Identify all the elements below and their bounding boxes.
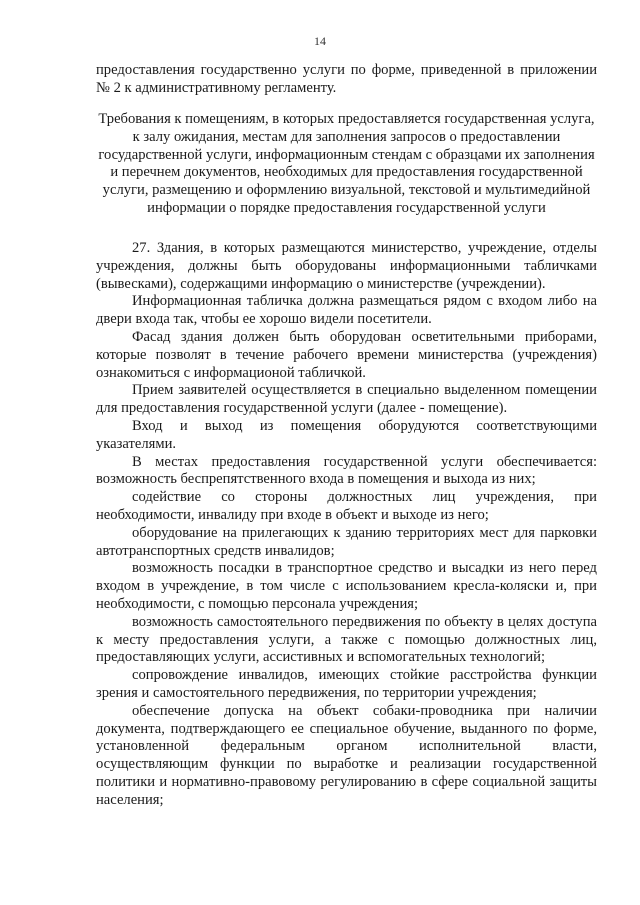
- list-item: обеспечение допуска на объект собаки-проводника при наличии документа, подтверждающего ее специальное обучение, выданного по форме, установленной федеральным органом исполнительной власти, осуществляющим функции по выработке и реализации государственной политики и нормативно-правовому регулированию в сфере социальной защиты населения;: [96, 702, 597, 808]
- list-item: содействие со стороны должностных лиц учреждения, при необходимости, инвалиду при входе в объект и выходе из него;: [96, 489, 597, 523]
- paragraph: Прием заявителей осуществляется в специально выделенном помещении для предоставления государственной услуги (далее - помещение).: [96, 382, 597, 417]
- paragraph: Фасад здания должен быть оборудован осветительными приборами, которые позволят в течение рабочего времени министерства (учреждения) ознакомиться с информационой табличкой.: [96, 328, 597, 381]
- paragraph: Информационная табличка должна размещаться рядом с входом либо на двери входа так, чтобы ее хорошо видели посетители.: [96, 293, 597, 328]
- page-number: 14: [314, 34, 326, 48]
- list-item: оборудование на прилегающих к зданию территориях мест для парковки автотранспортных средств инвалидов;: [96, 524, 597, 559]
- paragraph-27: 27. Здания, в которых размещаются министерство, учреждение, отделы учреждения, должны быть оборудованы информационными табличками (вывесками), содержащими информацию о министерстве (учреждении).: [96, 240, 597, 292]
- paragraph: Вход и выход из помещения оборудуются соответствующими указателями.: [96, 417, 597, 452]
- paragraph: В местах предоставления государственной услуги обеспечивается: возможность беспрепятственного входа в помещения и выхода из них;: [96, 453, 597, 488]
- section-heading: Требования к помещениям, в которых предоставляется государственная услуга, к залу ожидания, местам для заполнения запросов о предоставлении государственной услуги, информационным стендам с образцами их заполнения и перечнем документов, необходимых для предоставления государственной услуги, размещению и оформлению визуальной, текстовой и мультимедийной информации о порядке предоставления государственной услуги: [98, 111, 595, 216]
- list-item: возможность самостоятельного передвижения по объекту в целях доступа к месту предоставления услуги, а также с помощью должностных лиц, предоставляющих услуги, ассистивных и вспомогательных технологий;: [96, 613, 597, 666]
- list-item: сопровождение инвалидов, имеющих стойкие расстройства функции зрения и самостоятельного передвижения, по территории учреждения;: [96, 667, 597, 701]
- intro-paragraph: предоставления государственно услуги по форме, приведенной в приложении № 2 к административному регламенту.: [96, 62, 597, 96]
- body-text: [96, 240, 597, 810]
- list-item: возможность посадки в транспортное средство и высадки из него перед входом в учреждение, в том числе с использованием кресла-коляски и, при необходимости, с помощью персонала учреждения;: [96, 560, 597, 612]
